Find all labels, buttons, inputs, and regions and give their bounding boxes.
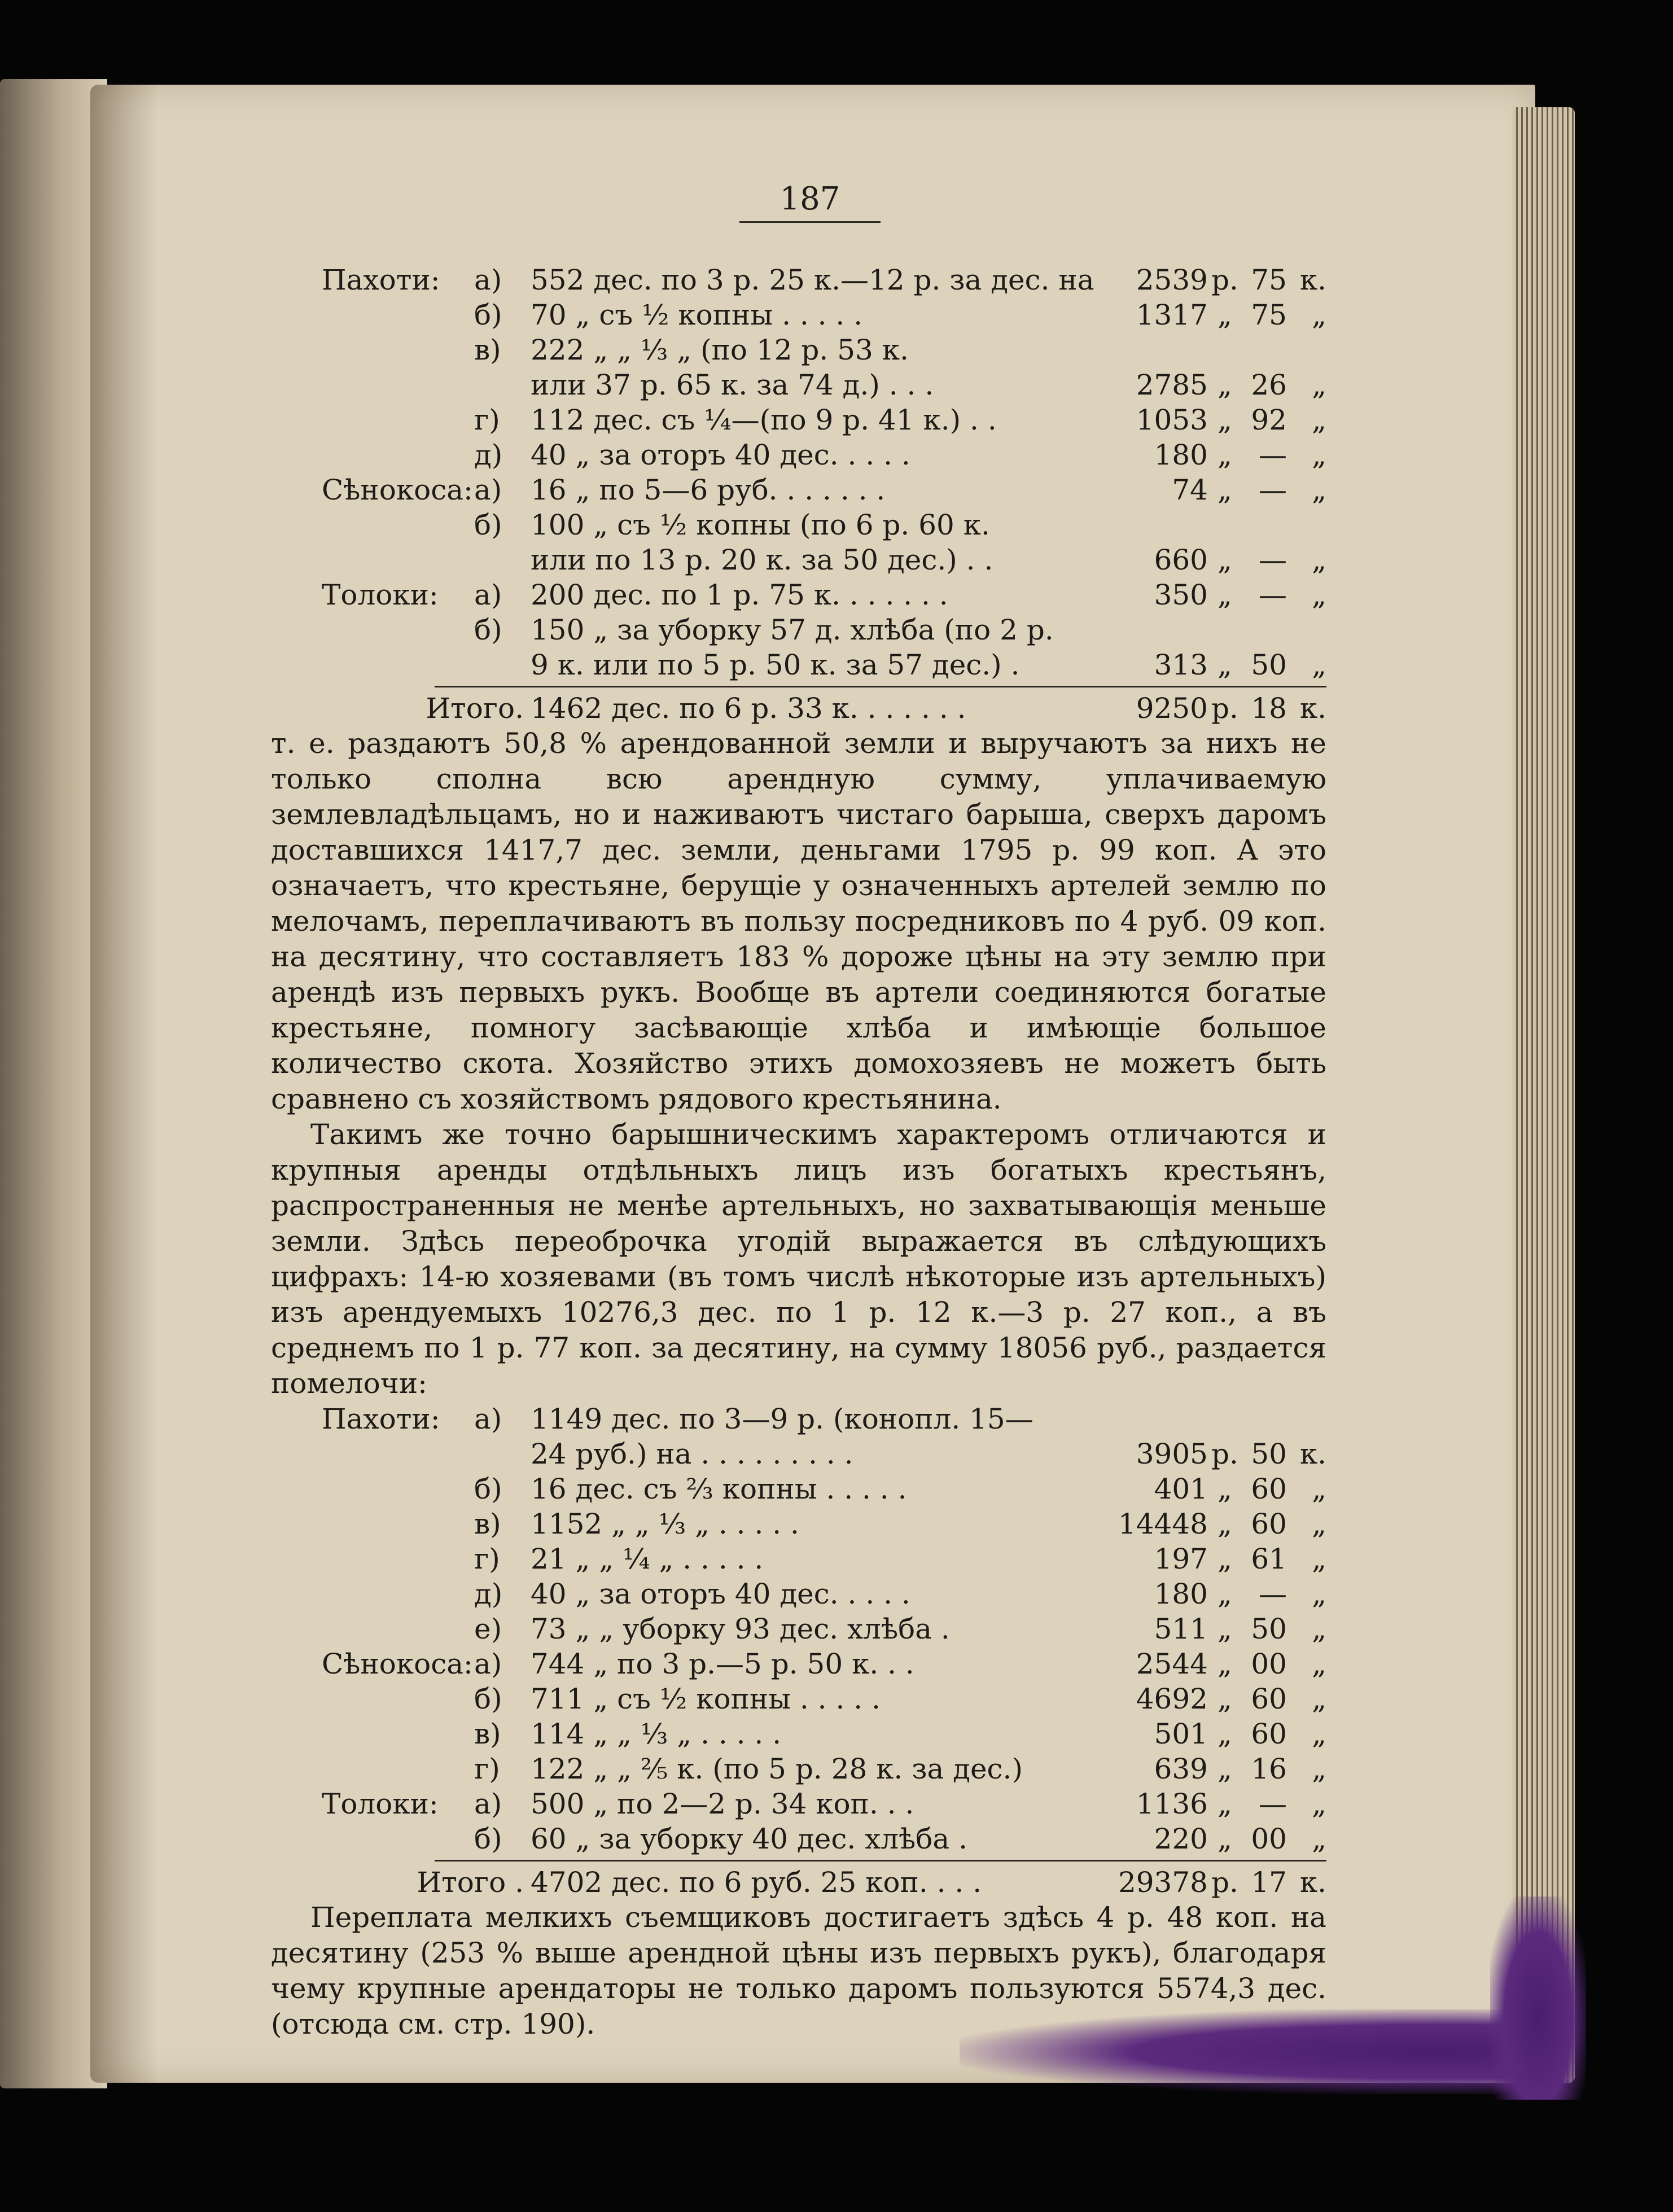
row-description: 1152 „ „ ⅓ „ . . . . .: [531, 1508, 799, 1540]
row-unit: „: [1217, 1508, 1232, 1540]
row-kopecks: 26: [1251, 369, 1287, 401]
row-category: [322, 1506, 474, 1541]
row-suffix: [1287, 332, 1326, 367]
row-category: [322, 1576, 474, 1611]
row-letter: в): [474, 1718, 501, 1750]
row-category: [322, 647, 474, 682]
table-row: [322, 437, 1326, 472]
table-row: [322, 332, 1326, 367]
row-rubles: 2785: [1136, 369, 1208, 401]
table-2-sum-rule: [435, 1860, 1326, 1861]
row-category: Толоки:: [322, 579, 439, 611]
row-suffix: к.: [1299, 264, 1326, 296]
table-row: [322, 1471, 1326, 1506]
row-unit: „: [1217, 1543, 1232, 1575]
row-letter: б): [474, 1823, 502, 1855]
row-description: 100 „ съ ½ копны (по 6 р. 60 к.: [531, 509, 990, 541]
row-category: [322, 1611, 474, 1646]
row-letter: а): [474, 579, 502, 611]
table-row: [322, 1576, 1326, 1611]
row-kopecks: —: [1259, 439, 1287, 471]
row-suffix: „: [1312, 1648, 1326, 1680]
table-row: [322, 1751, 1326, 1786]
row-rubles: 4692: [1136, 1683, 1208, 1715]
row-description: 222 „ „ ⅓ „ (по 12 р. 53 к.: [531, 334, 909, 366]
row-description: 16 дес. съ ⅔ копны . . . . .: [531, 1473, 907, 1505]
row-category: [322, 1681, 474, 1716]
table-row: [322, 1786, 1326, 1821]
spine-shadow: [90, 85, 158, 2083]
row-kopecks: 50: [1251, 1438, 1287, 1470]
row-suffix: [1287, 507, 1326, 542]
row-suffix: [1287, 1401, 1326, 1436]
row-letter: а): [474, 474, 502, 506]
table-row: [322, 367, 1326, 402]
total-kop: 18: [1251, 692, 1287, 725]
row-category: [322, 437, 474, 472]
row-rubles: 14448: [1118, 1508, 1208, 1540]
row-rubles: 180: [1154, 1578, 1208, 1610]
row-description: 16 „ по 5—6 руб. . . . . . .: [531, 474, 886, 506]
row-unit: „: [1217, 1648, 1232, 1680]
row-suffix: „: [1312, 1753, 1326, 1785]
row-category: Толоки:: [322, 1788, 439, 1820]
row-category: [322, 507, 474, 542]
row-kopecks: —: [1259, 474, 1287, 506]
table-row: [322, 1681, 1326, 1716]
row-rubles: [1118, 1401, 1208, 1436]
row-rubles: 1053: [1136, 404, 1208, 436]
row-kopecks: 60: [1251, 1683, 1287, 1715]
row-category: Пахоти:: [322, 264, 440, 296]
table-row: [322, 472, 1326, 507]
table-1: [322, 262, 1326, 726]
row-rubles: [1118, 332, 1208, 367]
row-category: [322, 1716, 474, 1751]
table-row: [322, 297, 1326, 332]
row-category: [322, 1436, 474, 1471]
row-category: [322, 1821, 474, 1856]
row-description: или 37 р. 65 к. за 74 д.) . . .: [531, 369, 934, 401]
row-rubles: 639: [1154, 1753, 1208, 1785]
row-description: 73 „ „ уборку 93 дес. хлѣба .: [531, 1613, 950, 1645]
table-row: [322, 262, 1326, 297]
row-unit: „: [1217, 1578, 1232, 1610]
page-number: 187: [779, 181, 840, 217]
total-suffix: к.: [1299, 1866, 1326, 1899]
row-description: 744 „ по 3 р.—5 р. 50 к. . .: [531, 1648, 914, 1680]
row-description: 200 дес. по 1 р. 75 к. . . . . . .: [531, 579, 948, 611]
row-suffix: „: [1312, 1508, 1326, 1540]
row-category: Пахоти:: [322, 1403, 440, 1435]
row-kopecks: 00: [1251, 1823, 1287, 1855]
row-letter: [474, 367, 531, 402]
paragraph-3: Переплата мелкихъ съемщиковъ достигаетъ здѣсь 4 р. 48 коп. на десятину (253 % выше арендной цѣны изъ первыхъ рукъ), благодаря чему крупные арендаторы не только даромъ пользуются 5574,3 дес. (отсюда см. стр. 190).: [271, 1901, 1326, 2040]
row-kopecks: 60: [1251, 1718, 1287, 1750]
row-letter: г): [474, 1753, 500, 1785]
total-label: Итого .: [417, 1866, 524, 1899]
row-letter: [474, 542, 531, 577]
row-kopecks: —: [1259, 1578, 1287, 1610]
table-row: [322, 647, 1326, 682]
total-desc: 1462 дес. по 6 р. 33 к. . . . . . .: [531, 692, 966, 725]
row-suffix: [1287, 612, 1326, 647]
row-rubles: 1317: [1136, 299, 1208, 331]
table-row: [322, 507, 1326, 542]
row-letter: е): [474, 1613, 502, 1645]
row-description: 24 руб.) на . . . . . . . . .: [531, 1438, 853, 1470]
row-unit: [1208, 1401, 1242, 1436]
table-row: [322, 1611, 1326, 1646]
row-kopecks: 92: [1251, 404, 1287, 436]
row-rubles: 220: [1154, 1823, 1208, 1855]
row-kopecks: [1242, 612, 1287, 647]
row-letter: д): [474, 1578, 503, 1610]
row-description: 21 „ „ ¼ „ . . . . .: [531, 1543, 764, 1575]
row-unit: „: [1217, 579, 1232, 611]
table-row: [322, 577, 1326, 612]
table-1-sum-rule: [435, 686, 1326, 687]
row-description: или по 13 р. 20 к. за 50 дес.) . .: [531, 544, 993, 576]
row-unit: „: [1217, 1683, 1232, 1715]
row-unit: „: [1217, 439, 1232, 471]
row-unit: „: [1217, 544, 1232, 576]
row-description: 70 „ съ ½ копны . . . . .: [531, 299, 863, 331]
row-unit: „: [1217, 299, 1232, 331]
row-letter: б): [474, 1473, 502, 1505]
table-row: [322, 1646, 1326, 1681]
row-rubles: 350: [1154, 579, 1208, 611]
total-rub: 9250: [1136, 692, 1208, 725]
row-rubles: 197: [1154, 1543, 1208, 1575]
row-description: 122 „ „ ⅖ к. (по 5 р. 28 к. за дес.): [531, 1753, 1023, 1785]
row-suffix: „: [1312, 1718, 1326, 1750]
row-unit: „: [1217, 649, 1232, 681]
total-kop: 17: [1251, 1866, 1287, 1899]
row-rubles: 660: [1154, 544, 1208, 576]
row-suffix: „: [1312, 649, 1326, 681]
row-unit: „: [1217, 404, 1232, 436]
row-rubles: 313: [1154, 649, 1208, 681]
table-2: [322, 1401, 1326, 1900]
row-description: 552 дес. по 3 р. 25 к.—12 р. за дес. на: [531, 264, 1094, 296]
row-kopecks: 75: [1251, 299, 1287, 331]
row-kopecks: [1242, 507, 1287, 542]
row-suffix: „: [1312, 1578, 1326, 1610]
row-suffix: „: [1312, 1543, 1326, 1575]
row-category: [322, 1541, 474, 1576]
row-kopecks: 50: [1251, 649, 1287, 681]
row-kopecks: 60: [1251, 1473, 1287, 1505]
row-description: 114 „ „ ⅓ „ . . . . .: [531, 1718, 782, 1750]
table-row: [322, 612, 1326, 647]
row-suffix: „: [1312, 474, 1326, 506]
row-letter: б): [474, 614, 502, 646]
row-letter: [474, 647, 531, 682]
row-rubles: 1136: [1136, 1788, 1208, 1820]
row-letter: б): [474, 509, 502, 541]
row-letter: а): [474, 1788, 502, 1820]
row-rubles: 501: [1154, 1718, 1208, 1750]
row-unit: [1208, 507, 1242, 542]
table-row: [322, 1401, 1326, 1436]
row-rubles: 2544: [1136, 1648, 1208, 1680]
row-description: 1149 дес. по 3—9 р. (конопл. 15—: [531, 1403, 1033, 1435]
table-row: [322, 1821, 1326, 1856]
row-letter: г): [474, 1543, 500, 1575]
total-rub: 29378: [1118, 1866, 1208, 1899]
row-suffix: „: [1312, 1823, 1326, 1855]
row-unit: „: [1217, 1753, 1232, 1785]
row-category: [322, 332, 474, 367]
row-unit: „: [1217, 1823, 1232, 1855]
row-unit: „: [1217, 1788, 1232, 1820]
row-unit: „: [1217, 1613, 1232, 1645]
total-suffix: к.: [1299, 692, 1326, 725]
row-unit: „: [1217, 1473, 1232, 1505]
row-letter: б): [474, 1683, 502, 1715]
row-unit: [1208, 612, 1242, 647]
table-1-total-row: [322, 691, 1326, 726]
row-rubles: [1118, 507, 1208, 542]
row-letter: в): [474, 334, 501, 366]
row-letter: г): [474, 404, 500, 436]
row-rubles: 3905: [1136, 1438, 1208, 1470]
page-content: [271, 262, 1326, 2042]
row-category: Сѣнокоса:: [322, 1648, 473, 1680]
total-desc: 4702 дес. по 6 руб. 25 коп. . . .: [531, 1866, 982, 1899]
paragraph-1: т. е. раздаютъ 50,8 % арендованной земли и выручаютъ за нихъ не только сполна всю арендную сумму, уплачиваемую землевладѣльцамъ, но и наживаютъ чистаго барыша, сверхъ даромъ доставшихся 1417,7 дес. земли, деньгами 1795 р. 99 коп. А это означаетъ, что крестьяне, берущіе у означенныхъ артелей землю по мелочамъ, переплачиваютъ въ пользу посредниковъ по 4 руб. 09 коп. на десятину, что составляетъ 183 % дороже цѣны на эту землю при арендѣ изъ первыхъ рукъ. Вообще въ артели соединяются богатые крестьяне, помногу засѣвающіе хлѣба и имѣющіе большое количество скота. Хозяйство этихъ домохозяевъ не можетъ быть сравнено съ хозяйствомъ рядового крестьянина.: [271, 727, 1326, 1115]
row-suffix: „: [1312, 544, 1326, 576]
table-2-total-row: [322, 1865, 1326, 1900]
row-category: Сѣнокоса:: [322, 474, 473, 506]
row-kopecks: 61: [1251, 1543, 1287, 1575]
row-unit: „: [1217, 1718, 1232, 1750]
row-letter: а): [474, 264, 502, 296]
row-unit: „: [1217, 369, 1232, 401]
row-category: [322, 612, 474, 647]
row-suffix: „: [1312, 299, 1326, 331]
total-unit: р.: [1211, 1866, 1238, 1899]
row-kopecks: 00: [1251, 1648, 1287, 1680]
row-kopecks: 60: [1251, 1508, 1287, 1540]
row-letter: д): [474, 439, 503, 471]
table-row: [322, 542, 1326, 577]
table-row: [322, 402, 1326, 437]
row-rubles: 180: [1154, 439, 1208, 471]
row-kopecks: [1242, 1401, 1287, 1436]
row-kopecks: —: [1259, 544, 1287, 576]
row-rubles: 511: [1154, 1613, 1208, 1645]
row-unit: р.: [1211, 1438, 1238, 1470]
page-edges: [1513, 107, 1575, 2083]
row-unit: „: [1217, 474, 1232, 506]
table-row: [322, 1436, 1326, 1471]
row-description: 150 „ за уборку 57 д. хлѣба (по 2 р.: [531, 614, 1054, 646]
ink-stain-corner: [1490, 1896, 1586, 2100]
row-suffix: „: [1312, 1613, 1326, 1645]
row-letter: а): [474, 1403, 502, 1435]
row-category: [322, 1471, 474, 1506]
row-suffix: „: [1312, 439, 1326, 471]
row-unit: р.: [1211, 264, 1238, 296]
paragraph-2: Такимъ же точно барышническимъ характеромъ отличаются и крупныя аренды отдѣльныхъ лицъ изъ богатыхъ крестьянъ, распространенныя не менѣе артельныхъ, но захватывающія меньше земли. Здѣсь переоброчка угодій выражается въ слѣдующихъ цифрахъ: 14-ю хозяевами (въ томъ числѣ нѣкоторые изъ артельныхъ) изъ арендуемыхъ 10276,3 дес. по 1 р. 12 к.—3 р. 27 коп., а въ среднемъ по 1 р. 77 коп. за десятину, на сумму 18056 руб., раздается помелочи:: [271, 1118, 1326, 1400]
row-description: 40 „ за оторъ 40 дес. . . . .: [531, 439, 910, 471]
table-row: [322, 1716, 1326, 1751]
row-unit: [1208, 332, 1242, 367]
row-suffix: „: [1312, 369, 1326, 401]
row-letter: в): [474, 1508, 501, 1540]
row-rubles: [1118, 612, 1208, 647]
row-rubles: 74: [1172, 474, 1208, 506]
row-kopecks: 75: [1251, 264, 1287, 296]
row-category: [322, 297, 474, 332]
row-suffix: „: [1312, 1683, 1326, 1715]
row-description: 500 „ по 2—2 р. 34 коп. . .: [531, 1788, 914, 1820]
row-description: 711 „ съ ½ копны . . . . .: [531, 1683, 881, 1715]
row-letter: б): [474, 299, 502, 331]
row-category: [322, 367, 474, 402]
row-rubles: 2539: [1136, 264, 1208, 296]
row-kopecks: [1242, 332, 1287, 367]
row-category: [322, 542, 474, 577]
row-kopecks: 16: [1251, 1753, 1287, 1785]
total-unit: р.: [1211, 692, 1238, 725]
row-suffix: к.: [1299, 1438, 1326, 1470]
row-kopecks: 50: [1251, 1613, 1287, 1645]
row-kopecks: —: [1259, 1788, 1287, 1820]
row-description: 112 дес. съ ¼—(по 9 р. 41 к.) . .: [531, 404, 997, 436]
row-description: 60 „ за уборку 40 дес. хлѣба .: [531, 1823, 967, 1855]
page-number-rule: [739, 221, 881, 223]
row-letter: [474, 1436, 531, 1471]
row-description: 9 к. или по 5 р. 50 к. за 57 дес.) .: [531, 649, 1020, 681]
total-label: Итого.: [426, 692, 524, 725]
table-row: [322, 1506, 1326, 1541]
row-suffix: „: [1312, 579, 1326, 611]
row-letter: а): [474, 1648, 502, 1680]
row-suffix: „: [1312, 1473, 1326, 1505]
row-category: [322, 402, 474, 437]
row-suffix: „: [1312, 404, 1326, 436]
row-category: [322, 1751, 474, 1786]
row-kopecks: —: [1259, 579, 1287, 611]
row-description: 40 „ за оторъ 40 дес. . . . .: [531, 1578, 910, 1610]
table-row: [322, 1541, 1326, 1576]
row-rubles: 401: [1154, 1473, 1208, 1505]
row-suffix: „: [1312, 1788, 1326, 1820]
